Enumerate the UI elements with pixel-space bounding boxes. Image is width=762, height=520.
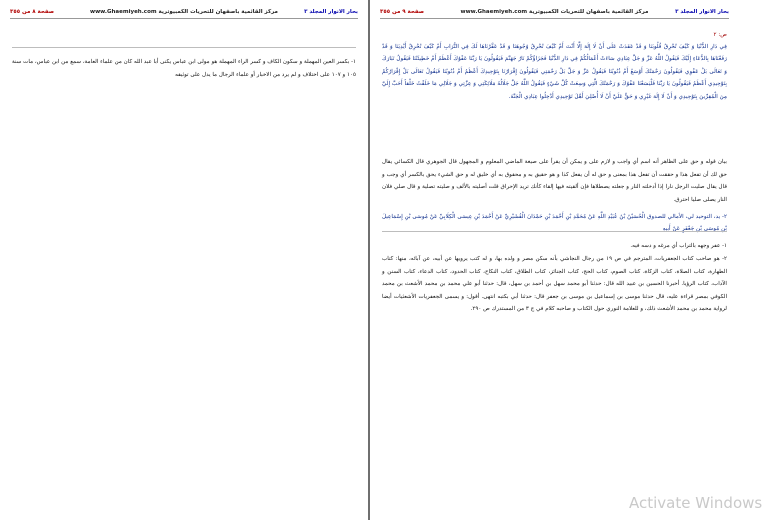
left-page: [0, 0, 368, 520]
footnote-separator: [382, 231, 727, 232]
page-header: [10, 7, 358, 17]
footnote-separator: [12, 47, 356, 48]
footnote-2: ٢- هو صاحب كتاب الجعفريات، المترجم في ص ١٩ من رجال النجاشي بأنه سكن مصر و ولده بها، و له كتب يرويها عن أبيه، عن آبائه، منها: كتاب الطهارة، كتاب الصلاة، كتاب الزكاة، كتاب الصوم، كتاب الحج، كتاب الجنائز، كتاب الطلاق، كتاب النكاح، كتاب الحدود، كتاب الدعاء، كتاب السنن و الآداب، كتاب الرؤيا. أخبرنا الحسين بن عبيد الله قال: حدثنا أبو محمد سهل بن أحمد بن سهل، قال: حدثنا أبو علي محمد بن محمد الأشعث بن محمد الكوفي بمصر قراءة عليه، قال حدثنا موسى بن إسماعيل بن موسى بن جعفر قال: حدثنا أبي بكتبه انتهى. أقول: و يسمى الجعفريات الأشعثيات أيضا لرواية محمد بن محمد الأشعث ذلك، و للعلامة النوري حول الكتاب و صاحبه كلام في ج ٣ من المستدرك ص ٢٩٠.: [382, 256, 727, 313]
page-number: صفحة ٩ من ٣٥٥: [380, 9, 425, 15]
header-rule: [10, 18, 358, 19]
right-page: [370, 0, 762, 520]
book-title: بحار الانوار المجلد ٣: [304, 9, 358, 15]
activation-watermark: Activate Windows: [629, 494, 762, 512]
explanation-text: بيان قوله و حق على الظاهر أنه اسم أي واجب و لازم على و يمكن أن يقرأ على صيغة الماضي المعلوم و المجهول قال الجوهري قال الكسائي يقال حق لك أن تفعل هذا و حققت أن تفعل هذا بمعنى و حق له أن يفعل كذا و هو حقيق به و محقوق به أي خليق له و حق الشيء يحق بالكسر أي وجب و قال يقال صليت الرجل نارا إذا أدخلته النار و جعلته يصطلاها فإن ألقيته فيها إلقاء كأنك تريد الإحراق قلت أصليته بالألف و صليته تصلية و قال صلي فلان النار يصلى صليا احترق.: [382, 159, 727, 203]
page-header: [380, 7, 729, 17]
page-reference: ص: ٢: [713, 32, 727, 38]
footnote-1: ١- عفر وجهه بالتراب أي مرغه و دسه فيه.: [630, 243, 727, 249]
book-title: بحار الانوار المجلد ٣: [675, 9, 729, 15]
site-label: www.Ghaemiyeh.com مرکز القائمیة باصفهان للتحریات الکمبیوتریة: [460, 9, 649, 15]
header-rule: [380, 18, 729, 19]
site-label: www.Ghaemiyeh.com مرکز القائمیة باصفهان للتحریات الکمبیوتریة: [90, 9, 278, 15]
footnote: ١- بكسر العين المهملة و سكون الكاف و كسر الراء المهملة هو مولى ابن عباس يكنى أبا عبد الله كان من علماء العامة، سمع من ابن عباس، مات سنة ١٠٥ و ١٠٧ على اختلاف و لم يرد من الاخبار أو علماء الرجال ما يدل على توثيقه: [11, 59, 356, 78]
page-number: صفحة ٨ من ٣٥٥: [10, 9, 55, 15]
hadith-text: فِي دَارِ الدُّنْيَا وَ كَيْفَ تُحْرِقُ قُلُوبَنَا وَ قَدْ عَقَدَتْ عَلَى أَنْ لَا إِلَهَ إِلَّا أَنْتَ أَمْ كَيْفَ تُحْرِقُ وُجُوهَنَا وَ قَدْ عَفَّرْنَاهَا لَكَ فِي التُّرَابِ أَمْ كَيْفَ تُحْرِقُ أَيْدِيَنَا وَ قَدْ رَفَعْنَاهَا بِالدُّعَاءِ إِلَيْكَ فَيَقُولُ اللَّهُ عَزَّ وَ جَلَّ عِبَادِي سَاءَتْ أَعْمَالُكُمْ فِي دَارِ الدُّنْيَا فَجَزَاؤُكُمْ نَارُ جَهَنَّمَ فَيَقُولُونَ يَا رَبَّنَا عَفْوُكَ أَعْظَمُ أَمْ خَطِيئَتُنَا فَيَقُولُ تَبَارَكَ وَ تَعَالَى بَلْ عَفْوِي فَيَقُولُونَ رَحْمَتُكَ أَوْسَعُ أَمْ ذُنُوبُنَا فَيَقُولُ عَزَّ وَ جَلَّ بَلْ رَحْمَتِي فَيَقُولُونَ إِقْرَارُنَا بِتَوْحِيدِكَ أَعْظَمُ أَمْ ذُنُوبُنَا فَيَقُولُ تَعَالَى بَلْ إِقْرَارُكُمْ بِتَوْحِيدِي أَعْظَمُ فَيَقُولُونَ يَا رَبَّنَا فَلْيَسَعْنَا عَفْوُكَ وَ رَحْمَتُكَ الَّتِي وَسِعَتْ كُلَّ شَيْءٍ فَيَقُولُ اللَّهُ جَلَّ جَلَالُهُ مَلَائِكَتِي وَ عِزَّتِي وَ جَلَالِي مَا خَلَقْتُ خَلْقاً أَحَبَّ إِلَيَّ مِنَ الْمُقِرِّينَ بِتَوْحِيدِي وَ أَنْ لَا إِلَهَ غَيْرِي وَ حَقٌّ عَلَيَّ أَنْ لَا أُصْلِيَ أَهْلَ تَوْحِيدِي أَدْخِلُوا عِبَادِي الْجَنَّةَ.: [382, 44, 727, 100]
hadith-chain: ٢- يد، التوحيد لي، الأمالي للصدوق الْحُسَيْنُ بْنُ عُبَيْدِ اللَّهِ عَنْ مُحَمَّدِ بْنِ أَحْمَدَ بْنِ حَمْدَانَ الْقُشَيْرِيِّ عَنْ أَحْمَدَ بْنِ عِيسَى الْكِلَابِيِّ عَنْ مُوسَى بْنِ إِسْمَاعِيلَ بْنِ مُوسَى بْنِ جَعْفَرٍ عَنْ أَبِيهِ: [382, 214, 727, 233]
